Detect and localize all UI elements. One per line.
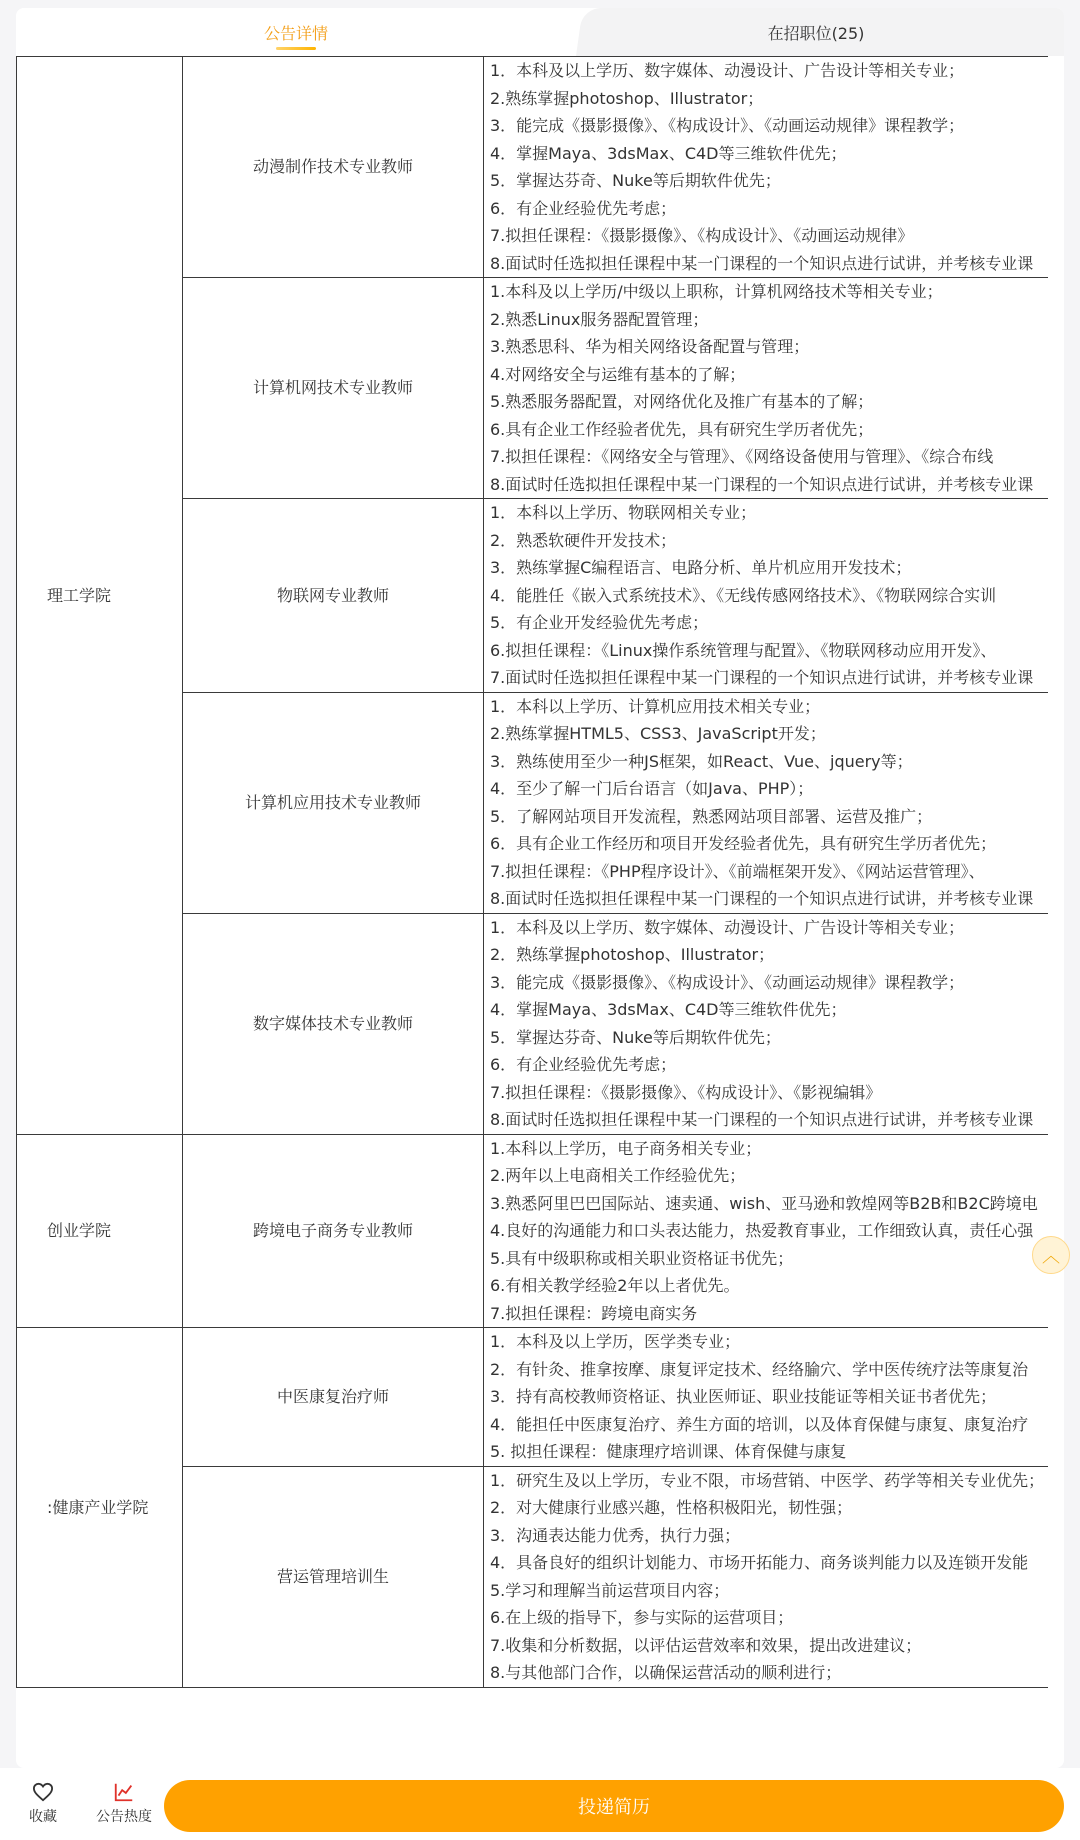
requirement-line: 5．了解网站项目开发流程，熟悉网站项目部署、运营及推广； — [490, 806, 933, 826]
requirements-cell — [484, 57, 1049, 278]
requirement-line: 1．本科以上学历、计算机应用技术相关专业； — [490, 696, 821, 716]
position-title-cell[interactable]: 跨境电子商务专业教师 — [183, 1134, 484, 1328]
requirement-line: 7.拟担任课程：《PHP程序设计》、《前端框架开发》、《网站运营管理》、 — [490, 861, 985, 881]
requirement-line: 4．能胜任《嵌入式系统技术》、《无线传感网络技术》、《物联网综合实训 — [490, 585, 997, 605]
college-cell: 理工学院 — [17, 57, 183, 1135]
requirement-line: 1．研究生及以上学历，专业不限，市场营销、中医学、药学等相关专业优先； — [490, 1470, 1045, 1490]
requirements-cell — [484, 692, 1049, 913]
requirement-line: 5.学习和理解当前运营项目内容； — [490, 1580, 730, 1600]
requirements-cell — [484, 1328, 1049, 1467]
requirement-line: 8.面试时任选拟担任课程中某一门课程的一个知识点进行试讲，并考核专业课 — [490, 1110, 1034, 1129]
requirement-line: 7.收集和分析数据，以评估运营效率和效果，提出改进建议； — [490, 1635, 922, 1655]
favorite-button[interactable] — [8, 1780, 78, 1826]
requirement-line: 3．熟练使用至少一种JS框架，如React、Vue、jquery等； — [490, 751, 913, 771]
position-title-cell[interactable]: 中医康复治疗师 — [183, 1328, 484, 1467]
requirement-line: 6.在上级的指导下，参与实际的运营项目； — [490, 1608, 794, 1627]
requirement-line: 2.熟悉Linux服务器配置管理； — [490, 309, 709, 329]
requirement-line: 7.拟担任课程：《网络安全与管理》、《网络设备使用与管理》、《综合布线 — [490, 447, 994, 466]
requirement-line: 1.本科以上学历，电子商务相关专业； — [490, 1138, 762, 1158]
position-title-cell[interactable]: 物联网专业教师 — [183, 499, 484, 693]
requirement-line: 3.熟悉阿里巴巴国际站、速卖通、wish、亚马逊和敦煌网等B2B和B2C跨境电 — [490, 1193, 1038, 1213]
requirement-line: 7.拟担任课程：跨境电商实务 — [490, 1303, 698, 1323]
position-title-cell[interactable]: 计算机网技术专业教师 — [183, 278, 484, 499]
submit-resume-button[interactable]: 投递简历 — [164, 1780, 1064, 1832]
requirement-line: 2．熟练掌握photoshop、Illustrator； — [490, 945, 775, 964]
requirements-cell — [484, 1134, 1049, 1328]
tab-positions-label: 在招职位(25) — [767, 23, 865, 43]
scroll-to-top-button[interactable] — [1032, 1236, 1070, 1274]
requirement-line: 7.拟担任课程：《摄影摄像》、《构成设计》、《影视编辑》 — [490, 1082, 882, 1102]
requirement-line: 2.熟练掌握HTML5、CSS3、JavaScript开发； — [490, 724, 826, 743]
tab-open-positions[interactable] — [636, 8, 996, 56]
heart-icon — [32, 1782, 54, 1802]
requirement-line: 2．有针灸、推拿按摩、康复评定技术、经络腧穴、学中医传统疗法等康复治 — [490, 1359, 1029, 1379]
requirement-line: 3．熟练掌握C编程语言、电路分析、单片机应用开发技术； — [490, 558, 912, 577]
requirement-line: 8.面试时任选拟担任课程中某一门课程的一个知识点进行试讲，并考核专业课 — [490, 889, 1034, 908]
requirement-line: 3．沟通表达能力优秀，执行力强； — [490, 1525, 741, 1545]
table-row — [17, 1134, 1049, 1328]
requirement-line: 7.面试时任选拟担任课程中某一门课程的一个知识点进行试讲，并考核专业课 — [490, 668, 1034, 687]
requirement-line: 4.良好的沟通能力和口头表达能力，热爱教育事业，工作细致认真，责任心强 — [490, 1221, 1034, 1240]
notice-heat-label: 公告热度 — [96, 1809, 152, 1825]
requirement-line: 5.具有中级职称或相关职业资格证书优先； — [490, 1248, 794, 1268]
requirements-cell — [484, 1466, 1049, 1687]
requirement-line: 4．掌握Maya、3dsMax、C4D等三维软件优先； — [490, 1000, 847, 1019]
requirement-line: 5.熟悉服务器配置，对网络优化及推广有基本的了解； — [490, 392, 874, 411]
requirement-line: 6.具有企业工作经验者优先，具有研究生学历者优先； — [490, 419, 874, 439]
requirement-line: 8.面试时任选拟担任课程中某一门课程的一个知识点进行试讲，并考核专业课 — [490, 474, 1034, 494]
positions-table — [16, 56, 1048, 1688]
requirement-line: 7.拟担任课程：《摄影摄像》、《构成设计》、《动画运动规律》 — [490, 226, 914, 245]
tab-active-indicator — [276, 47, 316, 50]
requirement-line: 3．持有高校教师资格证、执业医师证、职业技能证等相关证书者优先； — [490, 1387, 997, 1406]
requirement-line: 4．具备良好的组织计划能力、市场开拓能力、商务谈判能力以及连锁开发能 — [490, 1553, 1029, 1572]
requirement-line: 1．本科及以上学历、数字媒体、动漫设计、广告设计等相关专业； — [490, 917, 965, 937]
favorite-label: 收藏 — [29, 1809, 57, 1825]
requirement-line: 8.与其他部门合作，以确保运营活动的顺利进行； — [490, 1663, 842, 1682]
trend-chart-icon — [113, 1781, 135, 1803]
requirement-line: 2．对大健康行业感兴趣，性格积极阳光，韧性强； — [490, 1498, 853, 1517]
requirement-line: 4．能担任中医康复治疗、养生方面的培训，以及体育保健与康复、康复治疗 — [490, 1414, 1029, 1434]
requirement-line: 5．掌握达芬奇、Nuke等后期软件优先； — [490, 1027, 781, 1047]
tab-bar — [16, 8, 1064, 56]
chevron-up-icon: ︿ — [1042, 1246, 1060, 1267]
requirement-line: 6．有企业经验优先考虑； — [490, 1055, 677, 1074]
tab-notice-details[interactable] — [196, 8, 396, 56]
requirement-line: 8.面试时任选拟担任课程中某一门课程的一个知识点进行试讲，并考核专业课 — [490, 253, 1034, 273]
position-title-cell[interactable]: 数字媒体技术专业教师 — [183, 913, 484, 1134]
requirement-line: 1.本科及以上学历/中级以上职称，计算机网络技术等相关专业； — [490, 282, 943, 301]
requirement-line: 2.熟练掌握photoshop、Illustrator； — [490, 88, 764, 108]
content-card — [16, 8, 1064, 1768]
requirement-line: 3.熟悉思科、华为相关网络设备配置与管理； — [490, 337, 810, 356]
requirements-cell — [484, 499, 1049, 693]
requirement-line: 1．本科及以上学历，医学类专业； — [490, 1332, 741, 1351]
requirement-line: 2.两年以上电商相关工作经验优先； — [490, 1166, 746, 1185]
requirement-line: 6．具有企业工作经历和项目开发经验者优先，具有研究生学历者优先； — [490, 834, 997, 853]
requirement-line: 5．掌握达芬奇、Nuke等后期软件优先； — [490, 171, 781, 190]
table-row — [17, 1328, 1049, 1467]
requirement-line: 4．至少了解一门后台语言（如Java、PHP）； — [490, 779, 814, 798]
requirements-cell — [484, 913, 1049, 1134]
position-title-cell[interactable]: 营运管理培训生 — [183, 1466, 484, 1687]
position-title-cell[interactable]: 计算机应用技术专业教师 — [183, 692, 484, 913]
requirements-cell — [484, 278, 1049, 499]
table-row — [17, 57, 1049, 278]
requirement-line: 6.有相关教学经验2年以上者优先。 — [490, 1276, 740, 1295]
requirement-line: 3．能完成《摄影摄像》、《构成设计》、《动画运动规律》课程教学； — [490, 116, 965, 135]
college-cell: :健康产业学院 — [17, 1328, 183, 1688]
tab-notice-label: 公告详情 — [263, 23, 328, 43]
requirement-line: 1．本科及以上学历、数字媒体、动漫设计、广告设计等相关专业； — [490, 61, 965, 80]
requirement-line: 1．本科以上学历、物联网相关专业； — [490, 503, 757, 522]
requirement-line: 5．有企业开发经验优先考虑； — [490, 613, 709, 632]
requirement-line: 6.拟担任课程：《Linux操作系统管理与配置》、《物联网移动应用开发》、 — [490, 640, 997, 660]
positions-table-container[interactable] — [16, 56, 1048, 1768]
requirement-line: 4.对网络安全与运维有基本的了解； — [490, 364, 746, 384]
requirement-line: 2．熟悉软硬件开发技术； — [490, 530, 677, 550]
requirement-line: 4．掌握Maya、3dsMax、C4D等三维软件优先； — [490, 143, 847, 163]
bottom-action-bar — [0, 1768, 1080, 1840]
college-cell: 创业学院 — [17, 1134, 183, 1328]
requirement-line: 3．能完成《摄影摄像》、《构成设计》、《动画运动规律》课程教学； — [490, 972, 965, 992]
notice-heat-button[interactable] — [79, 1780, 169, 1826]
position-title-cell[interactable]: 动漫制作技术专业教师 — [183, 57, 484, 278]
requirement-line: 5. 拟担任课程：健康理疗培训课、体育保健与康复 — [490, 1442, 847, 1461]
requirement-line: 6．有企业经验优先考虑； — [490, 198, 677, 218]
